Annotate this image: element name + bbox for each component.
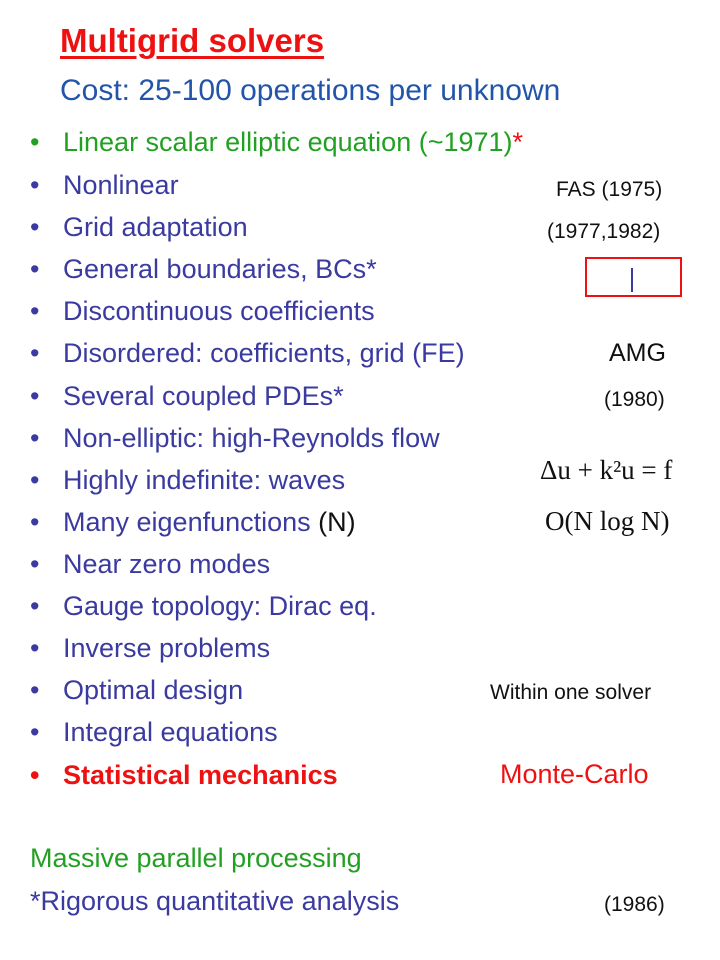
monte-carlo-note: Monte-Carlo: [500, 759, 649, 789]
bullet-text: Statistical mechanics: [63, 760, 338, 790]
bullet-text: Several coupled PDEs*: [63, 381, 344, 411]
bullet-text: Discontinuous coefficients: [63, 296, 375, 326]
bullet-item-indefinite: [30, 464, 345, 496]
rigorous-year-note: (1986): [604, 893, 665, 916]
bullet-item-general-boundaries: [30, 253, 377, 285]
bullet-marker: •: [30, 170, 40, 200]
bullet-text: General boundaries, BCs*: [63, 254, 377, 284]
bullet-item-inverse-problems: [30, 632, 270, 664]
bullet-item-near-zero-modes: [30, 548, 270, 580]
bullet-item-disordered: [30, 337, 465, 369]
complexity-formula: O(N log N): [545, 506, 670, 536]
amg-year-note: (1980): [604, 388, 665, 411]
bullet-marker: •: [30, 549, 40, 579]
highlight-box: [585, 257, 682, 297]
bullet-item-grid-adaptation: [30, 211, 248, 243]
bullet-suffix: *: [512, 127, 524, 157]
helmholtz-equation: Δu + k²u = f: [540, 455, 673, 485]
bullet-item-optimal-design: [30, 674, 243, 706]
bullet-text: Disordered: coefficients, grid (FE): [63, 338, 465, 368]
bullet-text: Optimal design: [63, 675, 244, 705]
bullet-text: Many eigenfunctions: [63, 507, 319, 537]
slide-title: Multigrid solvers: [60, 22, 325, 59]
bullet-marker: •: [30, 717, 40, 747]
bullet-marker: •: [30, 675, 40, 705]
bullet-marker: •: [30, 338, 40, 368]
bullet-text: Gauge topology: Dirac eq.: [63, 591, 377, 621]
bullet-item-non-elliptic: [30, 422, 440, 454]
bullet-marker: •: [30, 127, 40, 157]
bullet-marker: •: [30, 591, 40, 621]
bullet-marker: •: [30, 465, 40, 495]
bullet-marker: •: [30, 381, 40, 411]
bullet-marker: •: [30, 296, 40, 326]
bullet-marker: •: [30, 423, 40, 453]
bullet-item-statistical-mechanics: [30, 759, 338, 791]
rigorous-analysis-line: *Rigorous quantitative analysis: [30, 886, 400, 916]
bullet-marker: •: [30, 633, 40, 663]
bullet-marker: •: [30, 212, 40, 242]
bullet-text: Inverse problems: [63, 633, 271, 663]
bullet-marker: •: [30, 254, 40, 284]
bullet-text: Near zero modes: [63, 549, 271, 579]
amg-note: AMG: [609, 339, 666, 367]
fas-note: FAS (1975): [556, 178, 663, 201]
bullet-item-eigenfunctions: [30, 506, 356, 538]
bullet-text: Highly indefinite: waves: [63, 465, 346, 495]
bullet-item-integral-equations: [30, 716, 278, 748]
bullet-item-coupled-pdes: [30, 380, 344, 412]
bullet-text: Non-elliptic: high-Reynolds flow: [63, 423, 440, 453]
box-tick-mark: [631, 268, 633, 292]
slide-subtitle: Cost: 25-100 operations per unknown: [60, 74, 561, 107]
bullet-text: Nonlinear: [63, 170, 179, 200]
bullet-text: Grid adaptation: [63, 212, 248, 242]
bullet-suffix: (N): [318, 507, 356, 537]
bullet-item-linear: [30, 126, 523, 158]
bullet-marker: •: [30, 507, 40, 537]
bullet-marker: •: [30, 760, 40, 790]
bullet-item-nonlinear: [30, 169, 179, 201]
bullet-item-gauge-topology: [30, 590, 377, 622]
bullet-text: Linear scalar elliptic equation (~1971): [63, 127, 513, 157]
parallel-processing-line: Massive parallel processing: [30, 843, 362, 873]
bullet-item-discontinuous: [30, 295, 375, 327]
grid-years-note: (1977,1982): [547, 220, 661, 243]
bullet-text: Integral equations: [63, 717, 278, 747]
within-one-solver-note: Within one solver: [490, 681, 652, 704]
